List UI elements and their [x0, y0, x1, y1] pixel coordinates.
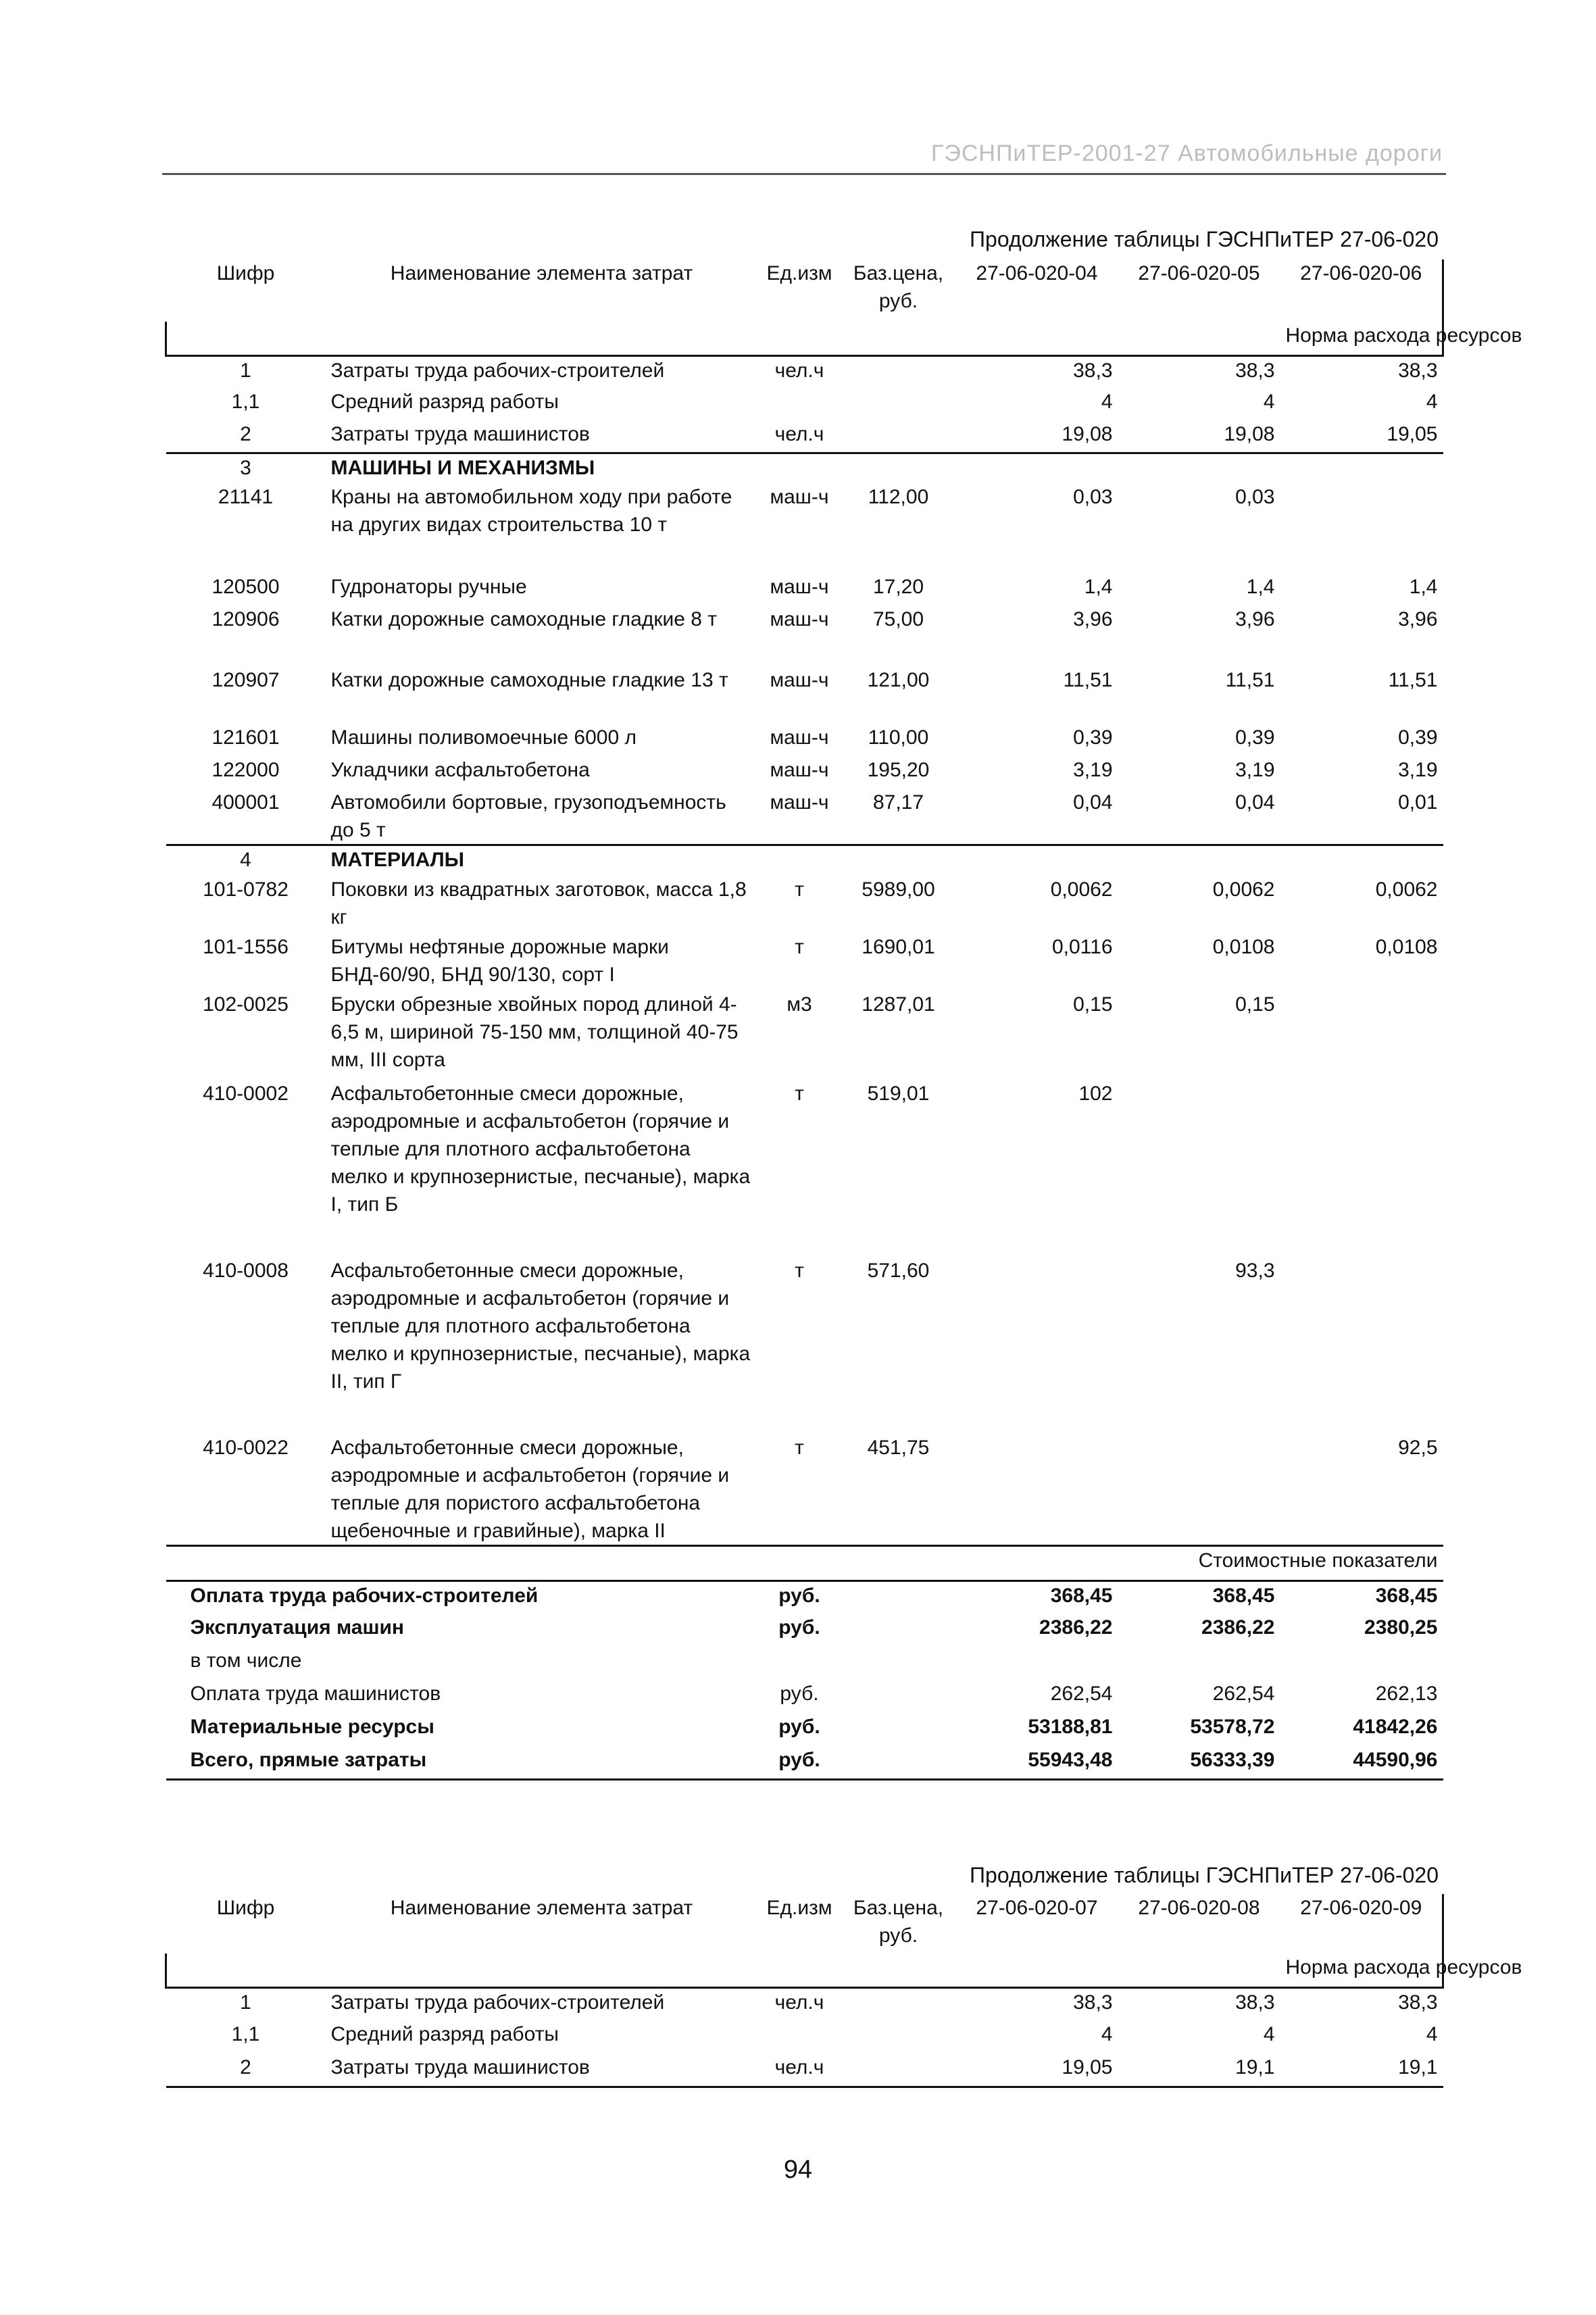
cost-value-3	[1280, 1647, 1443, 1680]
row-value-3: 0,0062	[1375, 878, 1438, 901]
cost-value-1: 55943,48	[956, 1746, 1118, 1779]
row-name: Затраты труда рабочих-строителей	[330, 1991, 665, 2014]
cost-value-2: 56333,39	[1118, 1746, 1280, 1779]
row-value-1	[956, 845, 1118, 876]
table-row	[166, 1080, 1443, 1257]
row-value-2: 0,04	[1235, 791, 1275, 814]
row-value-3: 4	[1426, 391, 1438, 413]
table-row	[166, 756, 1443, 789]
header-col1: 27-06-020-07	[976, 1897, 1098, 1919]
row-name: Машины поливомоечные 6000 л	[330, 726, 637, 749]
row-unit: чел.ч	[774, 359, 824, 382]
row-code: 1	[240, 1991, 251, 2014]
cost-label: Оплата труда рабочих-строителей	[166, 1580, 758, 1614]
cost-value-3: 262,13	[1375, 1683, 1438, 1705]
cost-price-empty	[841, 1680, 956, 1713]
row-code: 120906	[211, 608, 280, 630]
row-value-2: 1,4	[1246, 576, 1275, 598]
row-code: 122000	[211, 759, 280, 781]
cost-value-2: 262,54	[1212, 1683, 1275, 1705]
row-name: Асфальтобетонные смеси дорожные, аэродромные и асфальтобетон (горячие и теплые для плотного асфальтобетона мелко и крупнозернистые, песчаные), марка II, тип Г	[330, 1259, 751, 1393]
header-col2: 27-06-020-08	[1138, 1897, 1260, 1919]
row-value-2: 19,08	[1118, 420, 1280, 453]
row-name: Средний разряд работы	[330, 391, 559, 413]
row-price	[841, 1987, 956, 2020]
row-price	[841, 453, 956, 483]
row-value-3: 0,01	[1398, 791, 1438, 814]
row-price: 17,20	[872, 576, 924, 598]
row-value-1: 0,0062	[1050, 878, 1113, 901]
row-value-2: 3,19	[1235, 759, 1275, 781]
row-value-1: 38,3	[1073, 359, 1113, 382]
row-price	[841, 2053, 956, 2087]
row-unit: маш-ч	[770, 791, 829, 814]
table-row	[166, 933, 1443, 991]
row-value-1: 0,04	[1073, 791, 1113, 814]
row-price: 519,01	[867, 1082, 930, 1105]
row-unit: маш-ч	[770, 486, 829, 508]
row-price: 571,60	[867, 1259, 930, 1282]
row-value-3: 19,1	[1280, 2053, 1443, 2087]
row-code: 121601	[211, 726, 280, 749]
row-unit: т	[795, 878, 804, 901]
row-unit: т	[795, 1436, 804, 1459]
row-name: МАТЕРИАЛЫ	[326, 845, 758, 876]
row-price: 195,20	[867, 759, 930, 781]
row-name: Укладчики асфальтобетона	[330, 759, 590, 781]
row-name: Гудронаторы ручные	[330, 576, 527, 598]
row-code: 101-0782	[203, 878, 289, 901]
cost-row	[166, 1713, 1443, 1746]
cost-label: Оплата труда машинистов	[190, 1683, 441, 1705]
cost-label: Материальные ресурсы	[190, 1716, 434, 1738]
table-row	[166, 2053, 1443, 2087]
table-row	[166, 420, 1443, 453]
cost-row	[166, 1680, 1443, 1713]
row-unit: чел.ч	[758, 2053, 841, 2087]
header-name: Наименование элемента затрат	[390, 262, 693, 284]
row-name: Асфальтобетонные смеси дорожные, аэродромные и асфальтобетон (горячие и теплые для пористого асфальтобетона щебеночные и гравийные), марка II	[330, 1436, 730, 1542]
row-code: 1	[240, 359, 251, 382]
table-row	[166, 605, 1443, 666]
row-code: 21141	[218, 486, 274, 508]
page-number: 94	[783, 2156, 813, 2184]
header-col2: 27-06-020-05	[1138, 262, 1260, 284]
cost-value-1: 262,54	[1050, 1683, 1113, 1705]
row-unit: т	[795, 1259, 804, 1282]
row-value-2: 0,0062	[1212, 878, 1275, 901]
row-value-3: 3,19	[1398, 759, 1438, 781]
row-unit: маш-ч	[770, 608, 829, 630]
header-col1: 27-06-020-04	[976, 262, 1098, 284]
row-code: 2	[166, 2053, 326, 2087]
cost-value-1: 2386,22	[1039, 1616, 1113, 1639]
row-value-1: 0,03	[1073, 486, 1113, 508]
row-value-3: 92,5	[1398, 1436, 1438, 1459]
row-value-2: 0,39	[1235, 726, 1275, 749]
cost-price-empty	[841, 1647, 956, 1680]
row-code: 120500	[211, 576, 280, 598]
row-value-3	[1280, 1080, 1443, 1257]
row-price	[841, 2020, 956, 2053]
row-value-2: 19,1	[1118, 2053, 1280, 2087]
cost-value-1: 53188,81	[1028, 1716, 1113, 1738]
row-name: Асфальтобетонные смеси дорожные, аэродромные и асфальтобетон (горячие и теплые для плотного асфальтобетона мелко и крупнозернистые, песчаные), марка I, тип Б	[330, 1082, 751, 1216]
row-price: 5989,00	[862, 878, 935, 901]
row-value-1	[956, 453, 1118, 483]
norma-label: Норма расхода ресурсов	[1280, 322, 1443, 355]
row-value-3	[1280, 453, 1443, 483]
header-price: Баз.цена, руб.	[853, 262, 944, 312]
row-value-1: 19,08	[956, 420, 1118, 453]
cost-value-2: 368,45	[1118, 1580, 1280, 1614]
cost-value-3: 41842,26	[1353, 1716, 1438, 1738]
cost-value-1	[956, 1647, 1118, 1680]
header-unit: Ед.изм	[766, 1897, 832, 1919]
row-value-2: 0,0108	[1212, 935, 1275, 958]
row-unit: м3	[787, 993, 812, 1016]
row-name: Поковки из квадратных заготовок, масса 1,8 кг	[330, 878, 747, 928]
row-unit: маш-ч	[770, 759, 829, 781]
table-row	[166, 355, 1443, 388]
row-price: 112,00	[868, 486, 929, 508]
header-col3: 27-06-020-09	[1280, 1894, 1443, 1953]
row-unit: маш-ч	[770, 726, 829, 749]
cost-unit: руб.	[778, 1716, 820, 1738]
table-row	[166, 991, 1443, 1080]
row-value-1: 4	[1101, 2023, 1113, 2045]
table2-body	[166, 1987, 1443, 2087]
row-price	[841, 388, 956, 420]
cost-value-1: 368,45	[956, 1580, 1118, 1614]
cost-price-empty	[841, 1580, 956, 1614]
row-name: МАШИНЫ И МЕХАНИЗМЫ	[326, 453, 758, 483]
norma-label: Норма расхода ресурсов	[1280, 1953, 1443, 1987]
row-price: 451,75	[867, 1436, 930, 1459]
row-price: 110,00	[868, 726, 929, 749]
table-row	[166, 724, 1443, 756]
row-value-1: 11,51	[1063, 669, 1113, 691]
running-header: ГЭСНПиТЕР-2001-27 Автомобильные дороги	[931, 141, 1443, 166]
table1-body	[166, 355, 1443, 1545]
row-code: 400001	[211, 791, 280, 814]
row-value-3: 19,05	[1280, 420, 1443, 453]
row-value-3: 38,3	[1398, 359, 1438, 382]
row-value-2: 93,3	[1235, 1259, 1275, 1282]
row-value-1: 38,3	[1073, 1991, 1113, 2014]
cost-unit: руб.	[780, 1683, 819, 1705]
row-value-3: 0,39	[1398, 726, 1438, 749]
table-row	[166, 453, 1443, 483]
row-price: 75,00	[872, 608, 924, 630]
table-row	[166, 789, 1443, 845]
row-unit: маш-ч	[770, 576, 829, 598]
row-value-2: 0,03	[1235, 486, 1275, 508]
table-row	[166, 845, 1443, 876]
table-row	[166, 666, 1443, 724]
table-row	[166, 483, 1443, 573]
row-value-1: 102	[1078, 1082, 1113, 1105]
header-col3: 27-06-020-06	[1280, 259, 1443, 322]
table2-header-row	[166, 1894, 1443, 1953]
row-price: 1690,01	[862, 935, 935, 958]
row-value-3: 1,4	[1409, 576, 1438, 598]
row-unit: т	[795, 935, 804, 958]
row-unit	[758, 2020, 841, 2053]
row-value-1: 0,0116	[1051, 935, 1113, 958]
cost-value-3: 368,45	[1280, 1580, 1443, 1614]
row-value-1: 0,15	[1073, 993, 1113, 1016]
row-unit: маш-ч	[770, 669, 829, 691]
row-unit: т	[795, 1082, 804, 1105]
row-value-2: 38,3	[1235, 359, 1275, 382]
table-row	[166, 2020, 1443, 2053]
row-value-1: 0,39	[1073, 726, 1113, 749]
cost-label: в том числе	[190, 1649, 302, 1672]
row-value-3: 11,51	[1388, 669, 1438, 691]
row-value-1: 3,19	[1073, 759, 1113, 781]
cost-value-2: 2386,22	[1201, 1616, 1275, 1639]
row-name: Катки дорожные самоходные гладкие 8 т	[330, 608, 718, 630]
row-code: 120907	[211, 669, 280, 691]
row-price: 121,00	[867, 669, 930, 691]
row-price	[841, 845, 956, 876]
table1-cost-body	[166, 1580, 1443, 1779]
header-name: Наименование элемента затрат	[390, 1897, 693, 1919]
row-code: 410-0022	[203, 1436, 289, 1459]
row-unit	[758, 453, 841, 483]
cost-label: Эксплуатация машин	[190, 1616, 405, 1639]
row-unit	[758, 845, 841, 876]
header-price: Баз.цена, руб.	[853, 1897, 944, 1947]
cost-label: Стоимостные показатели	[166, 1545, 1443, 1580]
row-value-3: 4	[1426, 2023, 1438, 2045]
row-name: Затраты труда машинистов	[326, 420, 758, 453]
header-rule	[162, 173, 1446, 175]
row-price: 87,17	[872, 791, 924, 814]
table-row	[166, 1434, 1443, 1546]
cost-price-empty	[841, 1713, 956, 1746]
row-value-3: 0,0108	[1375, 935, 1438, 958]
header-code: Шифр	[216, 1897, 275, 1919]
cost-unit: руб.	[758, 1580, 841, 1614]
row-value-3: 3,96	[1398, 608, 1438, 630]
table1-caption: Продолжение таблицы ГЭСНПиТЕР 27-06-020	[970, 227, 1439, 251]
row-name: Битумы нефтяные дорожные марки БНД-60/90, БНД 90/130, сорт I	[330, 935, 669, 986]
row-value-1: 1,4	[1084, 576, 1113, 598]
row-name: Бруски обрезные хвойных пород длиной 4-6,5 м, шириной 75-150 мм, толщиной 40-75 мм, III сорта	[330, 993, 739, 1071]
row-value-3	[1280, 483, 1443, 573]
table-row	[166, 1987, 1443, 2020]
row-price	[841, 420, 956, 453]
cost-value-3: 44590,96	[1280, 1746, 1443, 1779]
row-name: Автомобили бортовые, грузоподъемность до 5 т	[330, 791, 726, 841]
table2	[165, 1894, 1522, 2088]
cost-value-2: 53578,72	[1190, 1716, 1275, 1738]
row-unit: чел.ч	[774, 1991, 824, 2014]
norma-row	[166, 1953, 1443, 1987]
table-row	[166, 388, 1443, 420]
table-row	[166, 1257, 1443, 1434]
row-price	[841, 355, 956, 388]
row-code: 410-0002	[203, 1082, 289, 1105]
row-unit	[758, 388, 841, 420]
table-row	[166, 573, 1443, 605]
cost-value-3: 2380,25	[1364, 1616, 1438, 1639]
cost-price-empty	[841, 1746, 956, 1779]
row-value-1: 19,05	[956, 2053, 1118, 2087]
row-value-2: 0,15	[1235, 993, 1275, 1016]
row-value-2	[1118, 845, 1280, 876]
row-unit: чел.ч	[758, 420, 841, 453]
row-name: Катки дорожные самоходные гладкие 13 т	[330, 669, 728, 691]
table1-header-row	[166, 259, 1443, 322]
row-value-3: 38,3	[1398, 1991, 1438, 2014]
row-value-1	[956, 1434, 1118, 1546]
cost-label-row	[166, 1545, 1443, 1580]
row-code: 101-1556	[203, 935, 289, 958]
row-price: 1287,01	[862, 993, 935, 1016]
row-code: 3	[166, 453, 326, 483]
cost-row	[166, 1580, 1443, 1614]
row-value-2: 38,3	[1235, 1991, 1275, 2014]
header-code: Шифр	[216, 262, 275, 284]
row-value-3	[1280, 845, 1443, 876]
row-code: 1,1	[231, 391, 260, 413]
row-code: 102-0025	[203, 993, 289, 1016]
row-name: Затраты труда рабочих-строителей	[330, 359, 665, 382]
cost-price-empty	[841, 1614, 956, 1647]
row-code: 2	[166, 420, 326, 453]
row-name: Средний разряд работы	[330, 2023, 559, 2045]
table1	[165, 259, 1522, 1781]
header-unit: Ед.изм	[766, 262, 832, 284]
norma-row	[166, 322, 1443, 355]
row-value-3	[1280, 1257, 1443, 1434]
table2-caption: Продолжение таблицы ГЭСНПиТЕР 27-06-020	[970, 1863, 1439, 1887]
row-name: Затраты труда машинистов	[326, 2053, 758, 2087]
row-value-2	[1118, 453, 1280, 483]
row-value-1	[956, 1257, 1118, 1434]
row-value-1: 3,96	[1073, 608, 1113, 630]
cost-row	[166, 1647, 1443, 1680]
cost-unit: руб.	[758, 1746, 841, 1779]
row-value-1: 4	[1101, 391, 1113, 413]
table-row	[166, 876, 1443, 933]
row-value-2: 11,51	[1225, 669, 1275, 691]
row-value-2: 4	[1263, 391, 1275, 413]
cost-unit: руб.	[778, 1616, 820, 1639]
cost-row	[166, 1746, 1443, 1779]
row-value-2	[1118, 1080, 1280, 1257]
cost-row	[166, 1614, 1443, 1647]
row-value-2: 3,96	[1235, 608, 1275, 630]
row-value-2: 4	[1263, 2023, 1275, 2045]
row-value-2	[1118, 1434, 1280, 1546]
cost-value-2	[1118, 1647, 1280, 1680]
row-code: 1,1	[231, 2023, 260, 2045]
row-code: 410-0008	[203, 1259, 289, 1282]
cost-label: Всего, прямые затраты	[166, 1746, 758, 1779]
row-name: Краны на автомобильном ходу при работе на других видах строительства 10 т	[330, 486, 732, 536]
row-value-3	[1280, 991, 1443, 1080]
row-code: 4	[166, 845, 326, 876]
cost-unit	[758, 1647, 841, 1680]
